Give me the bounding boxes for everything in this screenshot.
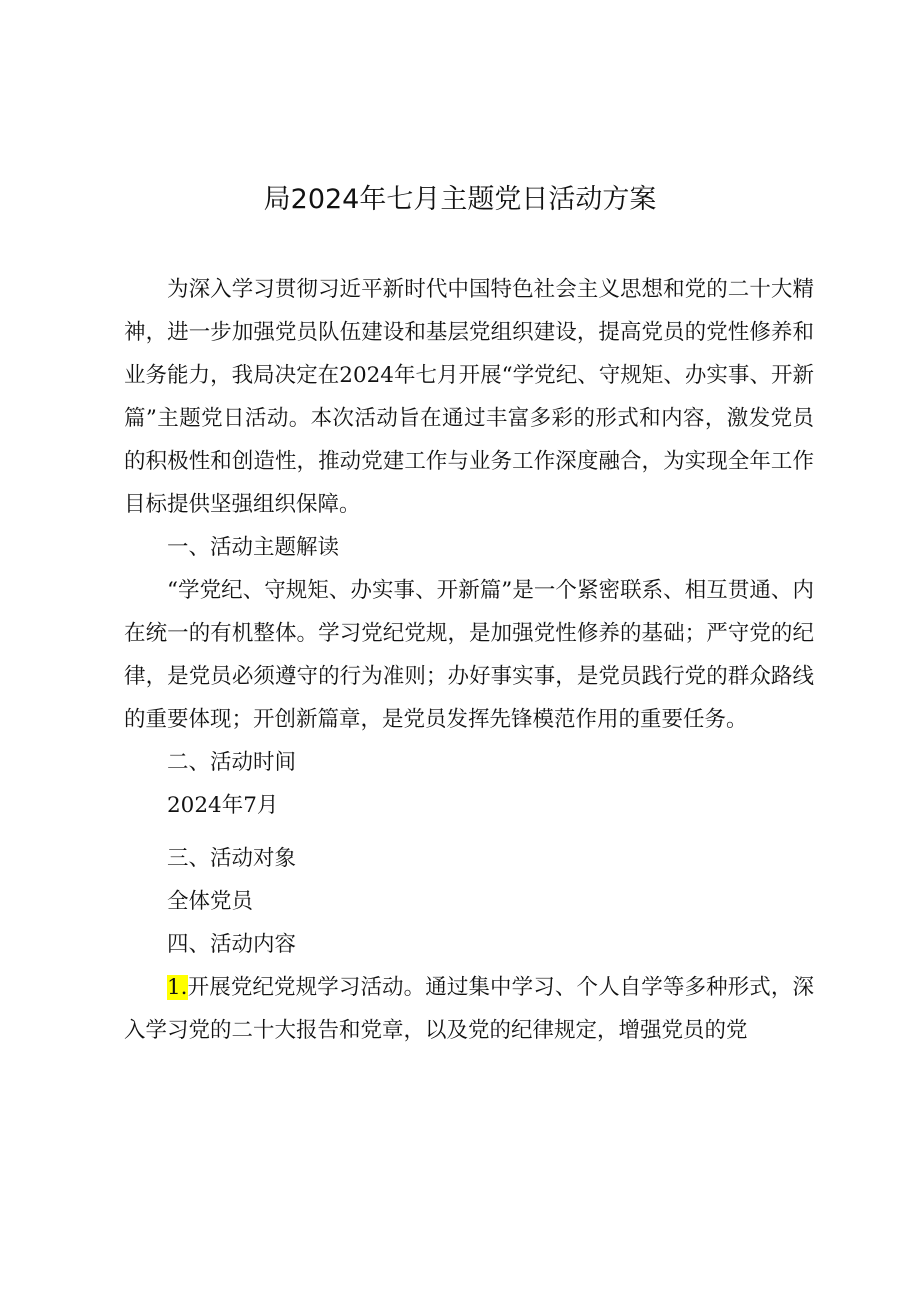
intro-paragraph: 为深入学习贯彻习近平新时代中国特色社会主义思想和党的二十大精神，进一步加强党员队伍建设和基层党组织建设，提高党员的党性修养和业务能力，我局决定在2024年七月开展“学党纪、守规矩、办实事、开新篇”主题党日活动。本次活动旨在通过丰富多彩的形式和内容，激发党员的积极性和创造性，推动党建工作与业务工作深度融合，为实现全年工作目标提供坚强组织保障。 (124, 277, 814, 517)
spacer (124, 827, 814, 837)
participants-text: 全体党员 (167, 889, 254, 914)
section-heading-participants: 三、活动对象 (167, 846, 297, 871)
section-heading-time: 二、活动时间 (167, 750, 297, 775)
section-heading-content: 四、活动内容 (167, 932, 297, 957)
document-body (124, 268, 814, 1052)
theme-paragraph: “学党纪、守规矩、办实事、开新篇”是一个紧密联系、相互贯通、内在统一的有机整体。学习党纪党规，是加强党性修养的基础；严守党的纪律，是党员必须遵守的行为准则；办好事实事，是党员践行党的群众路线的重要体现；开创新篇章，是党员发挥先锋模范作用的重要任务。 (124, 578, 814, 732)
document-title: 局2024年七月主题党日活动方案 (263, 184, 657, 215)
section-heading-theme: 一、活动主题解读 (167, 535, 340, 560)
highlighted-item-number: 1. (167, 975, 188, 1000)
activity-time-text: 2024年7月 (167, 793, 279, 818)
content-item-1-text: 开展党纪党规学习活动。通过集中学习、个人自学等多种形式，深入学习党的二十大报告和党章，以及党的纪律规定，增强党员的党 (124, 975, 814, 1043)
content-item-1 (124, 966, 814, 1052)
